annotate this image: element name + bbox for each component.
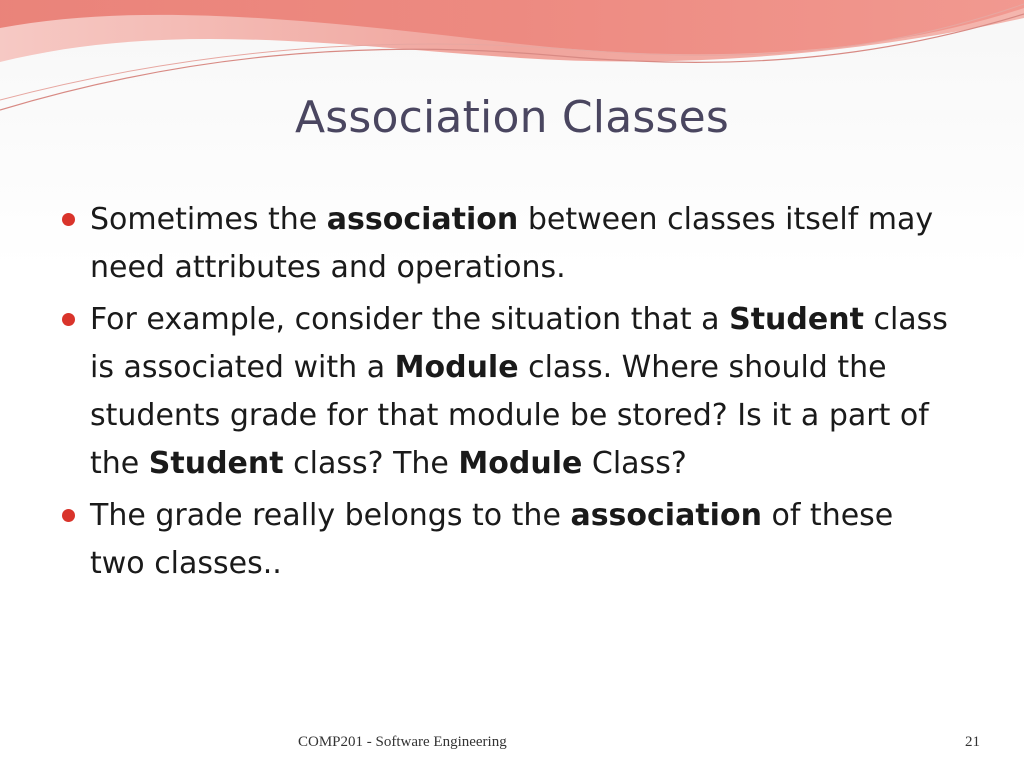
bullet-item <box>56 296 956 488</box>
bullet-bold-text: Student <box>148 446 284 481</box>
bullet-text: The grade really belongs to the <box>90 498 571 533</box>
bullet-item <box>56 492 956 588</box>
bullet-text: between classes itself may need attributes and operations. <box>90 202 934 285</box>
bullet-text: Class? <box>582 446 687 481</box>
bullet-item <box>56 196 956 292</box>
bullet-bold-text: association <box>570 498 762 533</box>
footer-course-label: COMP201 - Software Engineering <box>298 734 507 750</box>
bullet-text: of these two classes.. <box>90 498 894 581</box>
bullet-text: class. Where should the students grade for that module be stored? Is it a part of the <box>90 350 929 481</box>
bullet-dot-icon <box>62 313 75 326</box>
bullet-dot-icon <box>62 509 75 522</box>
bullet-text: For example, consider the situation that a <box>90 302 730 337</box>
bullet-bold-text: Module <box>458 446 583 481</box>
page-number: 21 <box>965 734 980 750</box>
bullet-list <box>56 196 956 592</box>
bullet-bold-text: Student <box>729 302 864 337</box>
bullet-bold-text: Module <box>394 350 519 385</box>
bullet-text: class is associated with a <box>90 302 948 385</box>
bullet-text: class? The <box>283 446 459 481</box>
slide-title: Association Classes <box>294 92 730 143</box>
bullet-dot-icon <box>62 213 75 226</box>
bullet-bold-text: association <box>326 202 519 237</box>
bullet-text: Sometimes the <box>90 202 327 237</box>
